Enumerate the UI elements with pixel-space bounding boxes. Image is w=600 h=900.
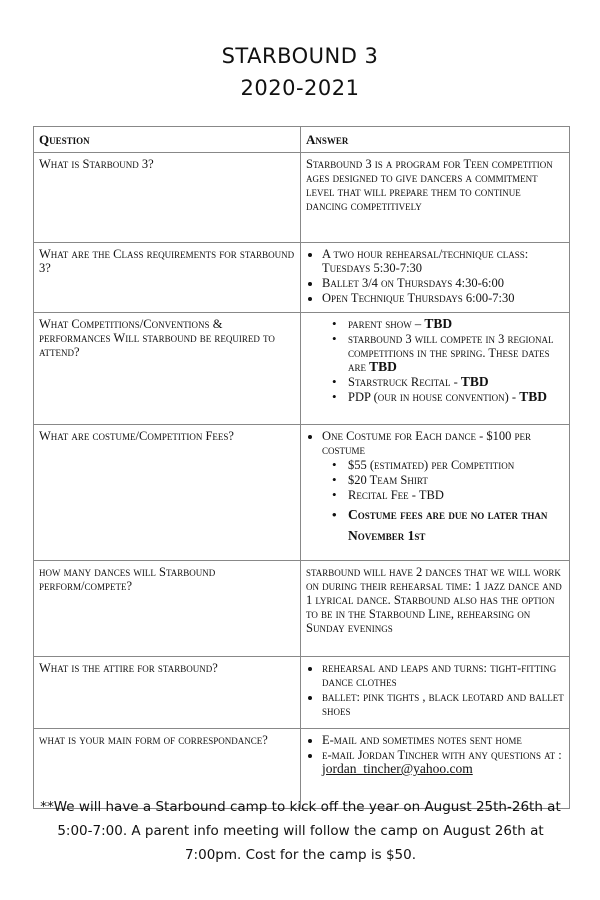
- list-item: • E-mail and sometimes notes sent home: [322, 733, 564, 747]
- answer-list: [306, 317, 564, 404]
- table-row: [34, 153, 570, 243]
- table-header-row: [34, 127, 570, 153]
- list-item: • Open Technique Thursdays 6:00-7:30: [322, 291, 564, 305]
- tbd-label: TBD: [424, 316, 453, 331]
- question-cell: What is Starbound 3?: [34, 153, 301, 243]
- list-item: [348, 390, 564, 404]
- item-text: PDP (our in house convention) -: [348, 390, 520, 404]
- answer-cell: [301, 425, 570, 561]
- answer-cell: [301, 657, 570, 729]
- list-item-deadline: • Costume fees are due no later than November 1st: [348, 504, 564, 546]
- tbd-label: TBD: [460, 374, 489, 389]
- answer-list: [306, 247, 564, 305]
- answer-list: [306, 661, 564, 718]
- sub-list: [306, 458, 564, 546]
- question-cell: What are costume/Competition Fees?: [34, 425, 301, 561]
- list-item: • rehearsal and leaps and turns: tight-fitting dance clothes: [322, 661, 564, 689]
- item-text: Starstruck Recital -: [348, 375, 461, 389]
- question-cell: What is the attire for starbound?: [34, 657, 301, 729]
- email-link[interactable]: jordan_tincher@yahoo.com: [322, 761, 473, 776]
- answer-cell: Starbound 3 is a program for Teen competition ages designed to give dancers a commitment level that will prepare them to continue dancing competitively: [301, 153, 570, 243]
- answer-cell: [301, 243, 570, 313]
- list-item: [348, 317, 564, 331]
- table-row: [34, 657, 570, 729]
- item-text: starbound 3 will compete in 3 regional competitions in the spring. These dates are: [348, 332, 554, 374]
- page-title: STARBOUND 3: [221, 44, 379, 68]
- list-item: • One Costume for Each dance - $100 per costume: [322, 429, 564, 457]
- answer-cell: [301, 313, 570, 425]
- list-item: • $20 Team Shirt: [348, 473, 564, 487]
- question-cell: What Competitions/Conventions & performances Will starbound be required to attend?: [34, 313, 301, 425]
- list-item: • $55 (estimated) per Competition: [348, 458, 564, 472]
- list-item: • A two hour rehearsal/technique class: Tuesdays 5:30-7:30: [322, 247, 564, 275]
- answer-list: [306, 429, 564, 457]
- answer-list: [306, 733, 564, 776]
- tbd-label: TBD: [369, 359, 397, 374]
- item-text: parent show –: [348, 317, 425, 331]
- item-text: e-mail Jordan Tincher with any questions at :: [322, 748, 562, 762]
- header-question: Question: [34, 127, 301, 153]
- list-item: [348, 375, 564, 389]
- question-cell: how many dances will Starbound perform/compete?: [34, 561, 301, 657]
- list-item: • Recital Fee - TBD: [348, 488, 564, 502]
- table-row: [34, 561, 570, 657]
- answer-cell: starbound will have 2 dances that we will work on during their rehearsal time: 1 jazz dance and 1 lyrical dance. Starbound also has the option to be in the Starbound Line, rehearsing on Sunday evenings: [301, 561, 570, 657]
- list-item: • ballet: pink tights , black leotard and ballet shoes: [322, 690, 564, 718]
- table-row: [34, 425, 570, 561]
- page-subtitle-year: 2020-2021: [240, 76, 360, 100]
- list-item: [348, 332, 564, 374]
- question-cell: What are the Class requirements for starbound 3?: [34, 243, 301, 313]
- tbd-label: TBD: [519, 389, 547, 404]
- faq-table: [33, 126, 570, 809]
- list-item: [322, 748, 564, 776]
- footer-note: **We will have a Starbound camp to kick off the year on August 25th-26th at 5:00-7:00. A parent info meeting will follow the camp on August 26th at 7:00pm. Cost for the camp is $50.: [40, 799, 561, 863]
- table-row: [34, 243, 570, 313]
- table-row: [34, 313, 570, 425]
- list-item: • Ballet 3/4 on Thursdays 4:30-6:00: [322, 276, 564, 290]
- header-answer: Answer: [301, 127, 570, 153]
- question-cell: what is your main form of correspondance?: [34, 729, 301, 809]
